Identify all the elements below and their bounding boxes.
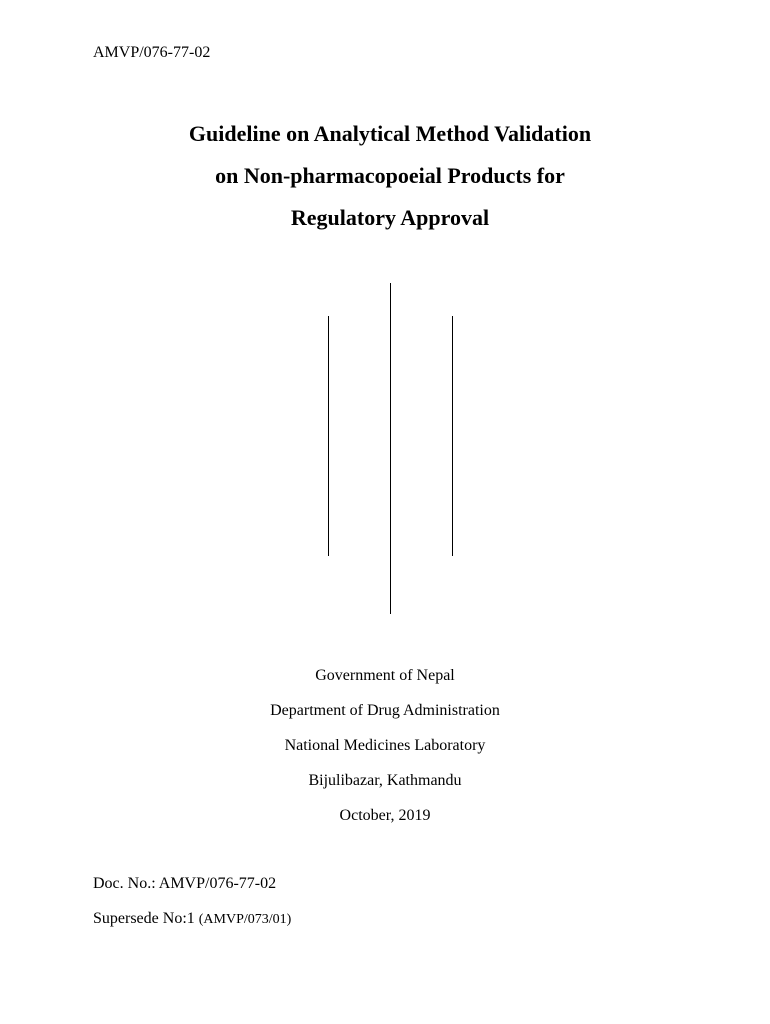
vertical-line-center <box>390 283 391 614</box>
org-government: Government of Nepal <box>315 667 455 684</box>
supersede-ref: (AMVP/073/01) <box>198 912 292 927</box>
org-laboratory: National Medicines Laboratory <box>284 737 486 754</box>
header-doc-code: AMVP/076-77-02 <box>93 44 211 61</box>
doc-number: Doc. No.: AMVP/076-77-02 <box>93 875 277 892</box>
vertical-line-right <box>452 316 453 556</box>
title-line-1: Guideline on Analytical Method Validation <box>188 121 592 146</box>
title-line-3: Regulatory Approval <box>290 205 490 230</box>
vertical-line-left <box>328 316 329 556</box>
supersede-info <box>93 909 291 930</box>
supersede-label: Supersede No:1 <box>93 910 195 927</box>
title-line-2: on Non-pharmacopoeial Products for <box>215 163 565 188</box>
org-date: October, 2019 <box>339 807 431 824</box>
org-address: Bijulibazar, Kathmandu <box>308 772 462 789</box>
org-department: Department of Drug Administration <box>270 702 500 719</box>
